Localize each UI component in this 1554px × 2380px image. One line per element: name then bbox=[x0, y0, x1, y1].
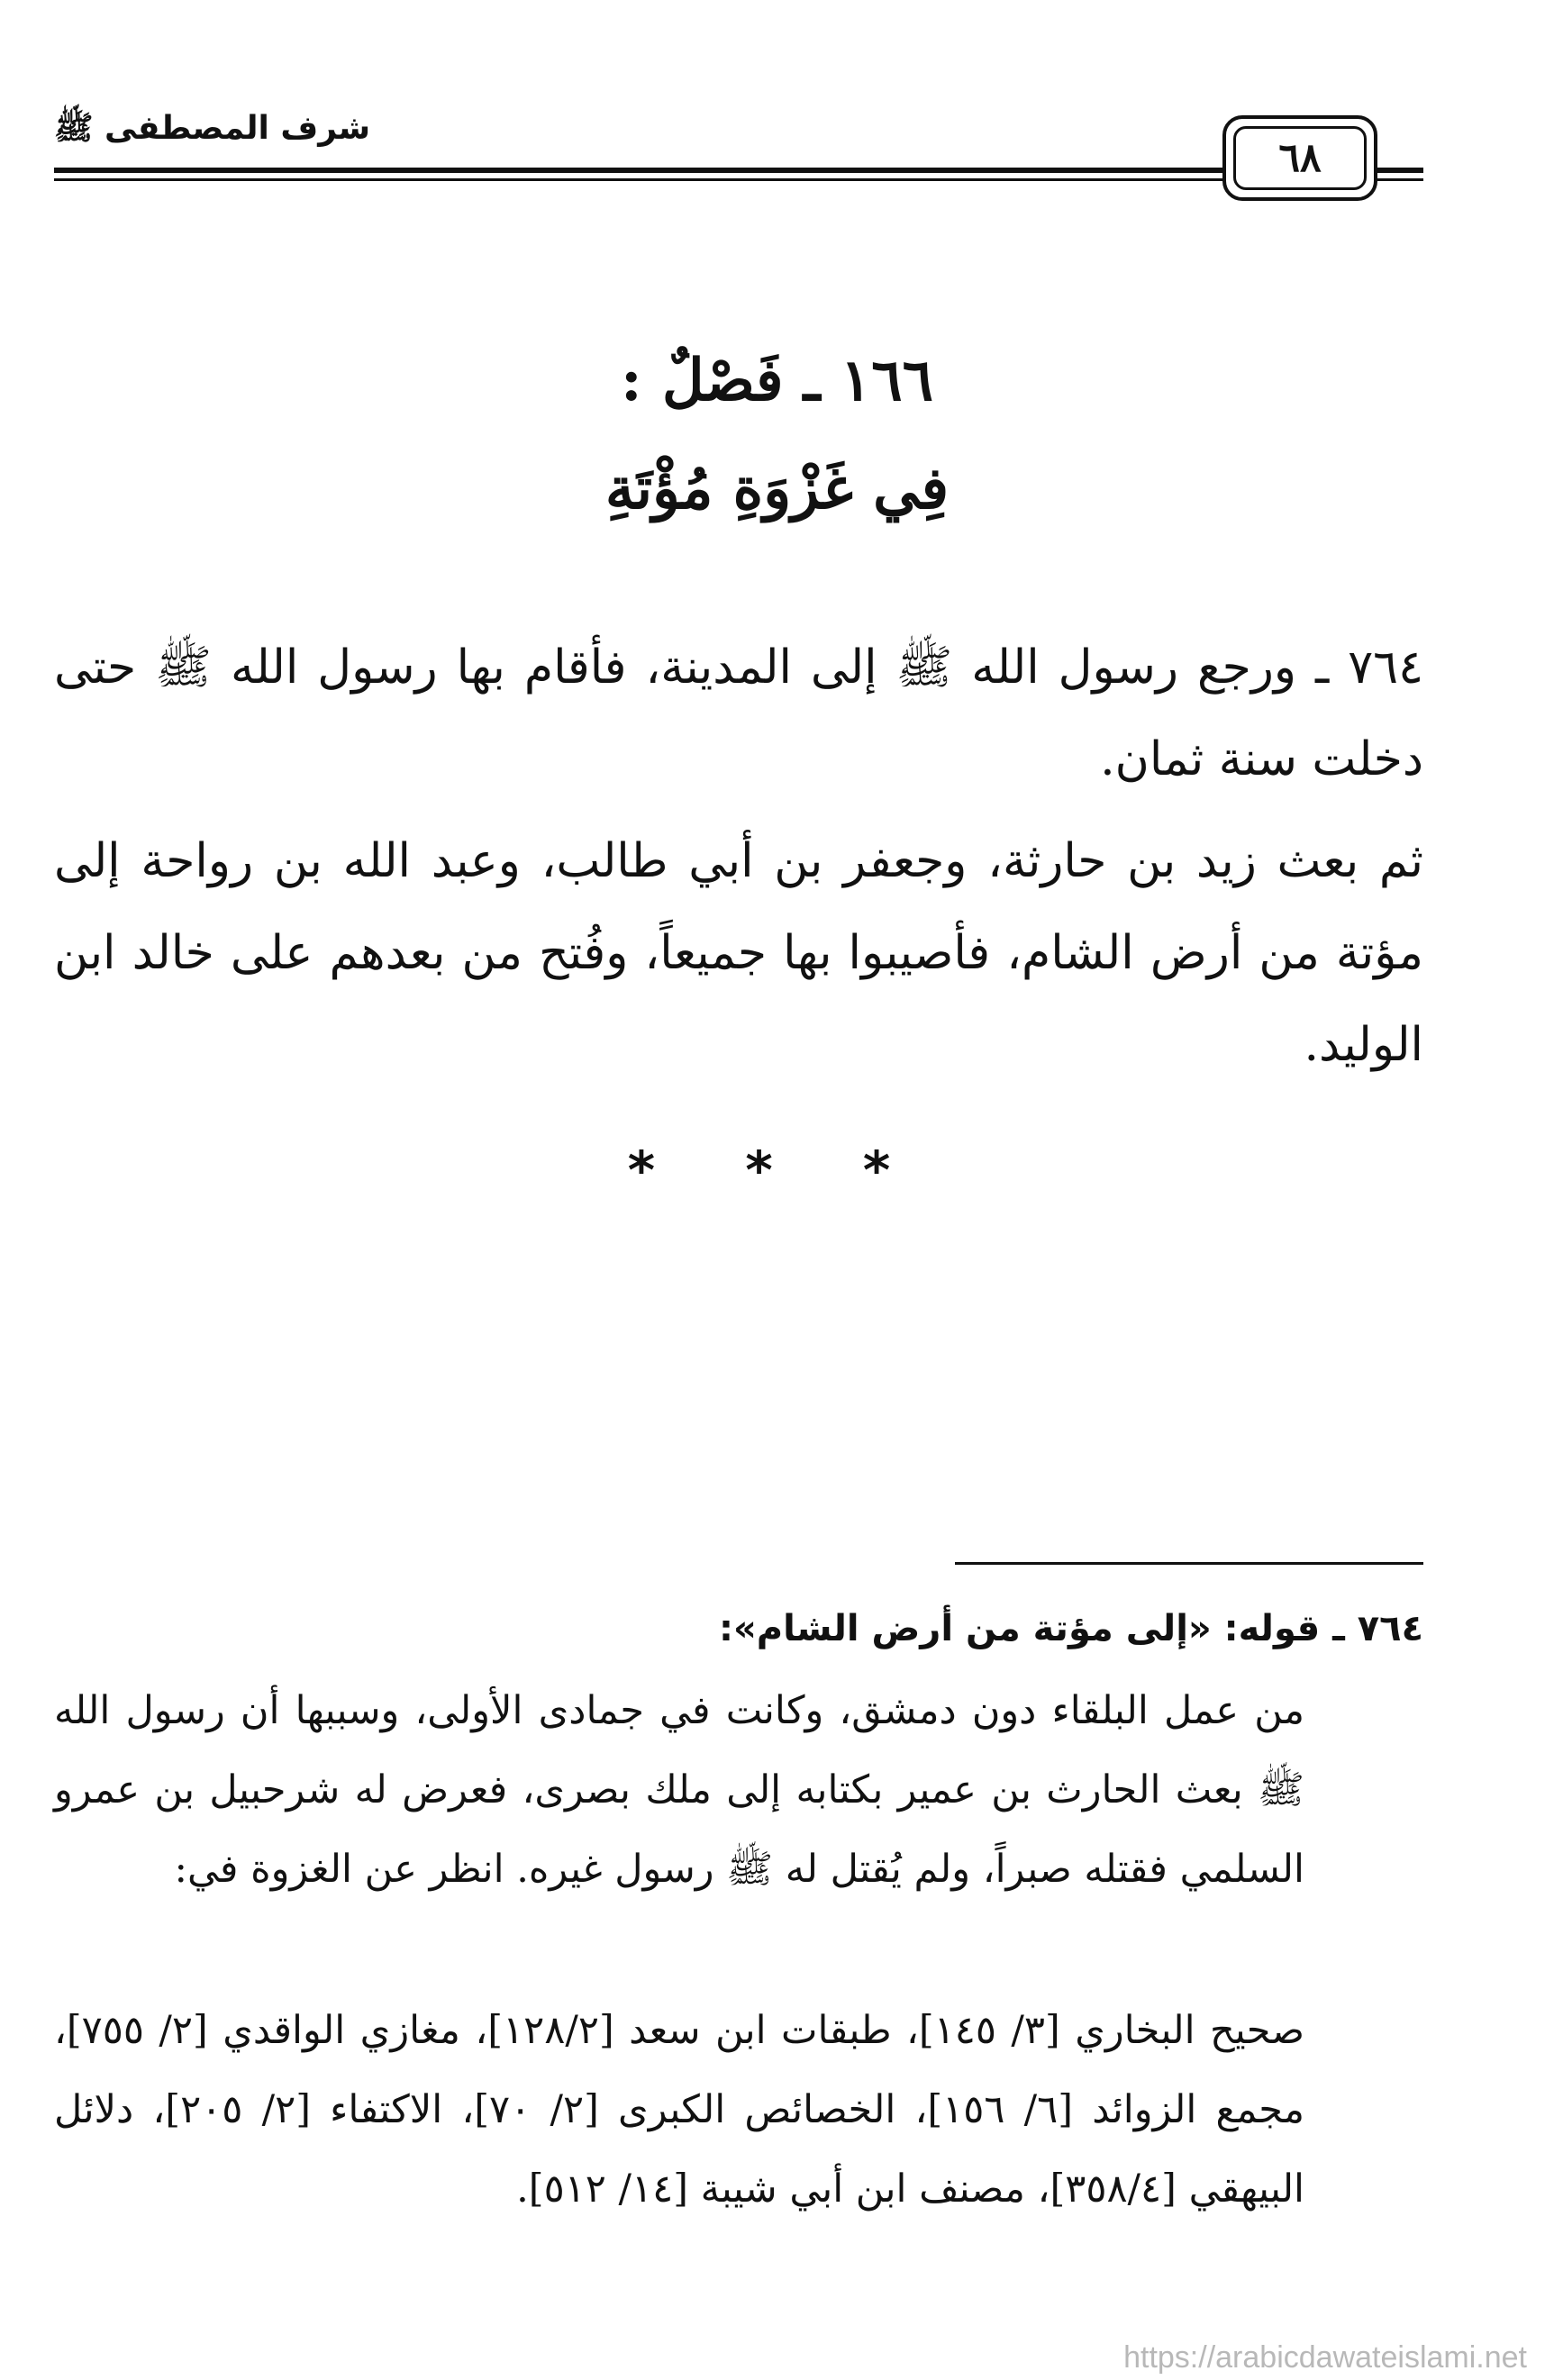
chapter-subtitle: فِي غَزْوَةِ مُؤْتَةِ bbox=[604, 455, 950, 522]
running-title: شرف المصطفى ﷺ bbox=[54, 110, 371, 147]
header-rule-thick bbox=[54, 168, 1423, 173]
body-paragraph-2: ثم بعث زيد بن حارثة، وجعفر بن أبي طالب، وعبد الله بن رواحة إلى مؤتة من أرض الشام، فأصيبوا بها جميعاً، وفُتح من بعدهم على خالد ابن الوليد. bbox=[54, 834, 1423, 1072]
header-rule-thin bbox=[54, 178, 1423, 181]
page-number: ٦٨ bbox=[1233, 126, 1367, 190]
body-paragraph-1: ٧٦٤ ـ ورجع رسول الله ﷺ إلى المدينة، فأقام بها رسول الله ﷺ حتى دخلت سنة ثمان. bbox=[54, 640, 1423, 786]
watermark: https://arabicdawateislami.net bbox=[1123, 2340, 1527, 2375]
chapter-heading: ١٦٦ ـ فَصْلٌ : bbox=[621, 347, 933, 414]
footnote-text-1: من عمل البلقاء دون دمشق، وكانت في جمادى الأولى، وسببها أن رسول الله ﷺ بعث الحارث بن عمير بكتابه إلى ملك بصرى، فعرض له شرحبيل بن عمرو السلمي فقتله صبراً، ولم يُقتل له ﷺ رسول غيره. انظر عن الغزوة في: bbox=[54, 1688, 1304, 1892]
footnote-rule bbox=[955, 1562, 1423, 1565]
footnote-text-2: صحيح البخاري [٣/ ١٤٥]، طبقات ابن سعد [١٢٨/٢]، مغازي الواقدي [٢/ ٧٥٥]، مجمع الزوائد [٦/ ١٥٦]، الخصائص الكبرى [٢/ ٧٠]، الاكتفاء [٢/ ٢٠٥]، دلائل البيهقي [٣٥٨/٤]، مصنف ابن أبي شيبة [١٤/ ٥١٢]. bbox=[54, 2008, 1305, 2212]
footnote-heading: ٧٦٤ ـ قوله: «إلى مؤتة من أرض الشام»: bbox=[718, 1608, 1423, 1649]
section-separator: * * * bbox=[627, 1140, 927, 1201]
page-number-frame bbox=[1222, 115, 1377, 201]
